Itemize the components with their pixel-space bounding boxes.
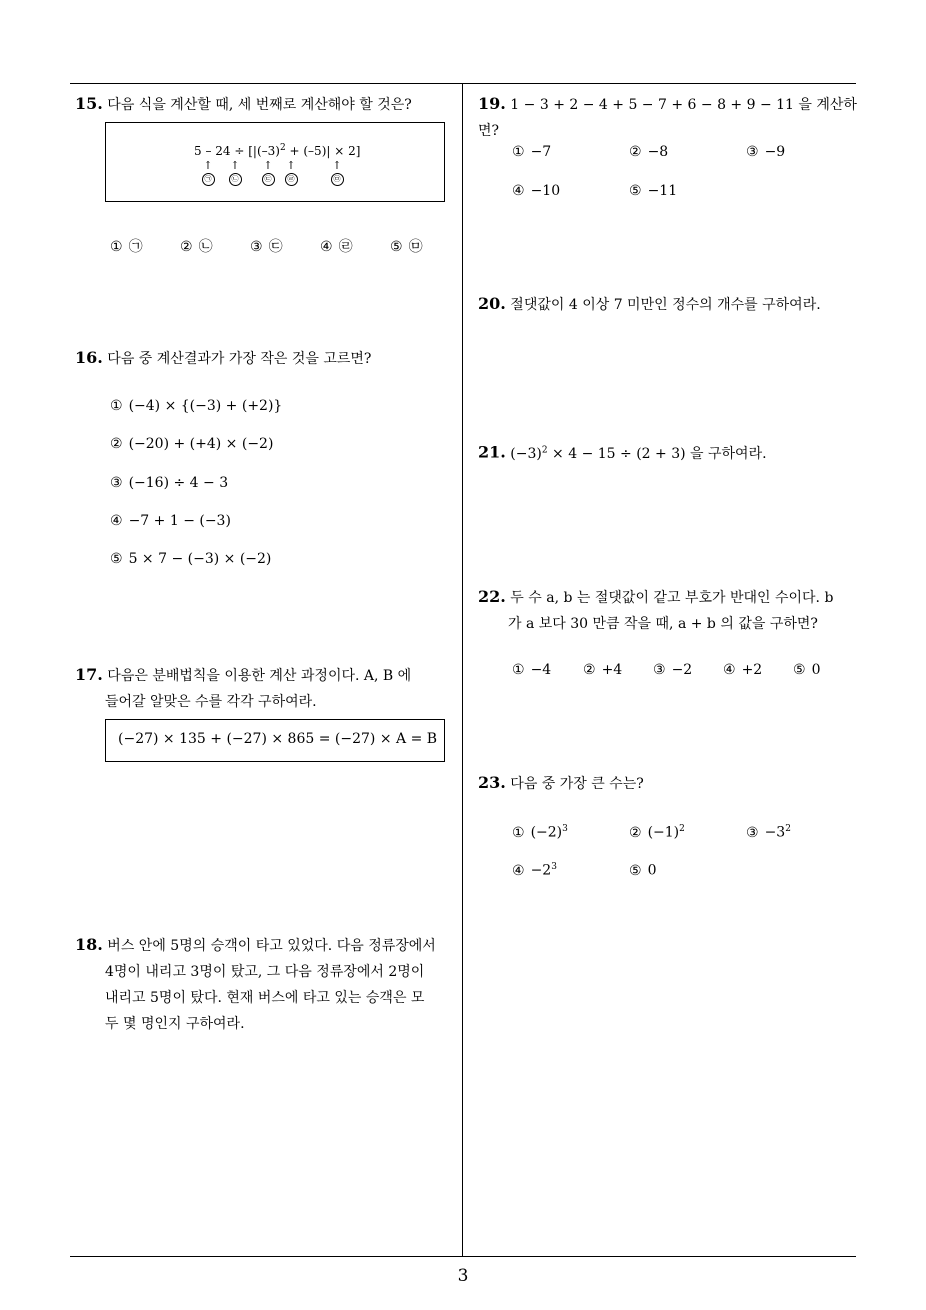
question-stem: 다음 식을 계산할 때, 세 번째로 계산해야 할 것은?	[107, 97, 412, 113]
question-20	[478, 291, 858, 318]
option-5[interactable]: ⑤ 0	[793, 662, 821, 678]
question-number: 17.	[75, 665, 103, 684]
question-stem: 다음 중 계산결과가 가장 작은 것을 고르면?	[107, 351, 372, 367]
question-number: 22.	[478, 587, 506, 606]
expression: $5 - 24 \div [|(-3)^2 + (-5)| \times 2]$	[194, 143, 361, 158]
question-number: 23.	[478, 773, 506, 792]
expression-box	[105, 122, 445, 202]
question-number: 21.	[478, 442, 506, 462]
option-3[interactable]: ③ (−16) ÷ 4 − 3	[110, 475, 229, 491]
question-22	[478, 584, 863, 637]
question-stem: 버스 안에 5명의 승객이 타고 있었다. 다음 정류장에서	[107, 938, 436, 954]
option-5[interactable]: ⑤ 0	[629, 862, 657, 879]
option-2[interactable]: ② −8	[629, 144, 669, 160]
option-5[interactable]: ⑤ −11	[629, 183, 678, 199]
option-1[interactable]: ① −7	[512, 144, 552, 160]
question-number: 19.	[478, 94, 506, 113]
question-number: 16.	[75, 348, 103, 367]
question-stem: 두 수 a, b 는 절댓값이 같고 부호가 반대인 수이다. b	[510, 590, 834, 606]
question-17	[75, 662, 460, 715]
question-stem: $(-3)^2 \times 4 - 15 \div (2 + 3)$ 을 구하여라.	[510, 445, 767, 462]
question-19	[478, 91, 858, 144]
question-18	[75, 932, 460, 1037]
option-4[interactable]: ④ $-2^3$	[512, 862, 557, 879]
option-2[interactable]: ② ㉡	[180, 239, 213, 255]
option-3[interactable]: ③ $-3^2$	[746, 824, 791, 841]
question-15	[75, 91, 455, 118]
option-2[interactable]: ② (−20) + (+4) × (−2)	[110, 436, 274, 452]
option-1[interactable]: ① (−4) × {(−3) + (+2)}	[110, 398, 283, 414]
equation: (−27) × 135 + (−27) × 865 = (−27) × A = B	[118, 731, 438, 747]
marker-1: ↑ ㉠	[200, 161, 216, 187]
marker-4: ↑ ㉣	[283, 161, 299, 187]
option-4[interactable]: ④ +2	[723, 662, 763, 678]
column-divider	[462, 83, 463, 1256]
question-number: 18.	[75, 935, 103, 954]
option-3[interactable]: ③ ㉢	[250, 239, 283, 255]
option-1[interactable]: ① ㉠	[110, 239, 143, 255]
option-5[interactable]: ⑤ 5 × 7 − (−3) × (−2)	[110, 551, 272, 567]
option-2[interactable]: ② $(-1)^2$	[629, 824, 685, 841]
marker-3: ↑ ㉢	[260, 161, 276, 187]
question-stem-cont: 두 몇 명인지 구하여라.	[105, 1016, 245, 1032]
question-stem: 다음은 분배법칙을 이용한 계산 과정이다. A, B 에	[107, 668, 412, 684]
question-stem-cont: 들어갈 알맞은 수를 각각 구하여라.	[105, 694, 317, 710]
option-1[interactable]: ① −4	[512, 662, 552, 678]
option-4[interactable]: ④ −10	[512, 183, 561, 199]
option-1[interactable]: ① $(-2)^3$	[512, 824, 568, 841]
bottom-rule	[70, 1256, 856, 1257]
option-4[interactable]: ④ −7 + 1 − (−3)	[110, 513, 231, 529]
question-16	[75, 345, 455, 372]
top-rule	[70, 83, 856, 84]
question-stem-cont: 가 a 보다 30 만큼 작을 때, a + b 의 값을 구하면?	[508, 616, 818, 632]
question-23	[478, 770, 858, 797]
question-stem-cont: 내리고 5명이 탔다. 현재 버스에 타고 있는 승객은 모	[105, 990, 425, 1006]
question-stem: 절댓값이 4 이상 7 미만인 정수의 개수를 구하여라.	[510, 297, 821, 313]
question-number: 15.	[75, 94, 103, 113]
option-5[interactable]: ⑤ ㉤	[390, 239, 423, 255]
question-21	[478, 437, 858, 467]
option-3[interactable]: ③ −2	[653, 662, 693, 678]
equation-box	[105, 719, 445, 762]
question-number: 20.	[478, 294, 506, 313]
option-3[interactable]: ③ −9	[746, 144, 786, 160]
question-stem: 다음 중 가장 큰 수는?	[510, 776, 644, 792]
question-stem: 1 − 3 + 2 − 4 + 5 − 7 + 6 − 8 + 9 − 11 을 계산하면?	[478, 97, 857, 139]
question-stem-cont: 4명이 내리고 3명이 탔고, 그 다음 정류장에서 2명이	[105, 964, 425, 980]
marker-5: ↑ ㉤	[329, 161, 345, 187]
option-4[interactable]: ④ ㉣	[320, 239, 353, 255]
page-number: 3	[457, 1266, 469, 1286]
option-2[interactable]: ② +4	[583, 662, 623, 678]
marker-2: ↑ ㉡	[227, 161, 243, 187]
